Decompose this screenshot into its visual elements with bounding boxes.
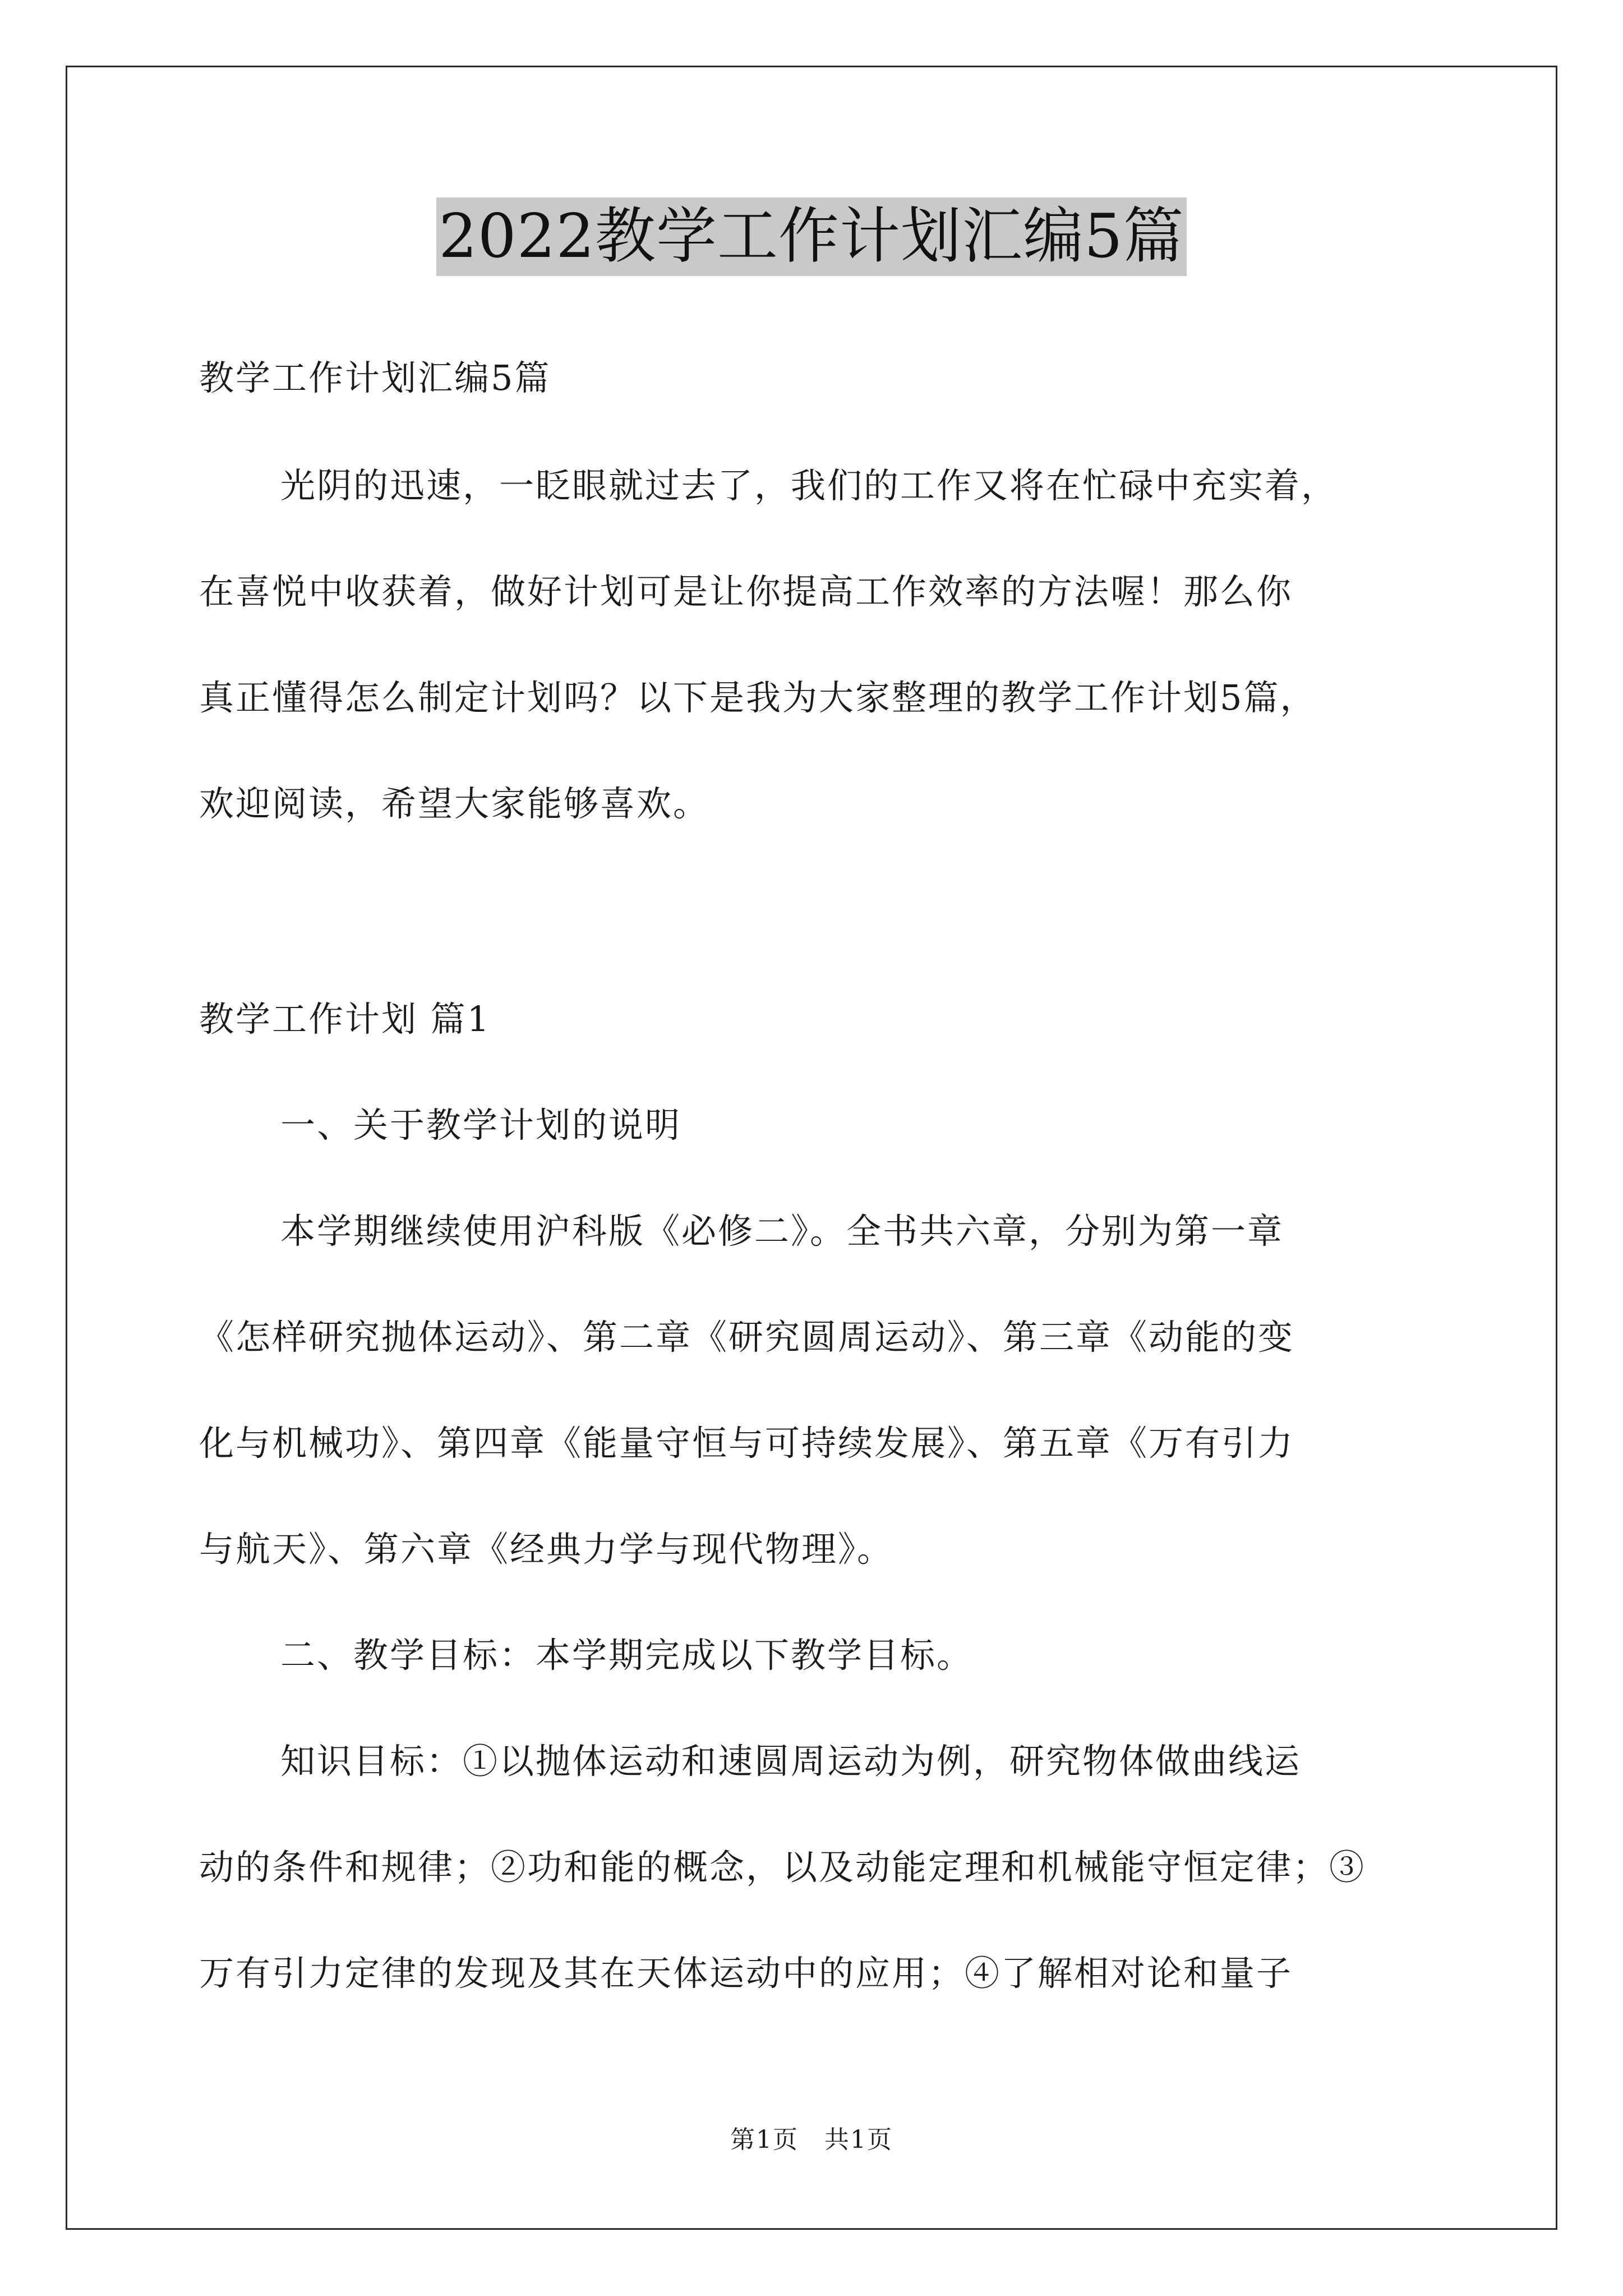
plan-line-1: 本学期继续使用沪科版《必修二》。全书共六章，分别为第一章 [280,1211,1284,1251]
section-heading: 教学工作计划 篇1 [199,999,491,1039]
subheading-plan-description: 一、关于教学计划的说明 [280,1105,682,1145]
intro-line-4: 欢迎阅读，希望大家能够喜欢。 [199,783,710,824]
goal-line-1: 知识目标：①以抛体运动和速圆周运动为例，研究物体做曲线运 [280,1741,1302,1782]
plan-line-2: 《怎样研究抛体运动》、第二章《研究圆周运动》、第三章《动能的变 [199,1317,1295,1358]
intro-line-3: 真正懂得怎么制定计划吗？以下是我为大家整理的教学工作计划5篇， [199,677,1317,718]
goal-line-2: 动的条件和规律；②功和能的概念，以及动能定理和机械能守恒定律；③ [199,1847,1366,1888]
document-subtitle: 教学工作计划汇编5篇 [199,357,551,398]
plan-line-4: 与航天》、第六章《经典力学与现代物理》。 [199,1529,894,1570]
document-title: 2022教学工作计划汇编5篇 [436,197,1187,276]
title-container [0,197,1623,276]
plan-line-3: 化与机械功》、第四章《能量守恒与可持续发展》、第五章《万有引力 [199,1423,1295,1464]
intro-line-2: 在喜悦中收获着，做好计划可是让你提高工作效率的方法喔！那么你 [199,571,1293,612]
subheading-teaching-goals: 二、教学目标：本学期完成以下教学目标。 [280,1635,974,1676]
goal-line-3: 万有引力定律的发现及其在天体运动中的应用；④了解相对论和量子 [199,1953,1293,1994]
page-footer: 第1页 共1页 [730,2125,893,2154]
intro-line-1: 光阴的迅速，一眨眼就过去了，我们的工作又将在忙碌中充实着， [280,465,1338,506]
